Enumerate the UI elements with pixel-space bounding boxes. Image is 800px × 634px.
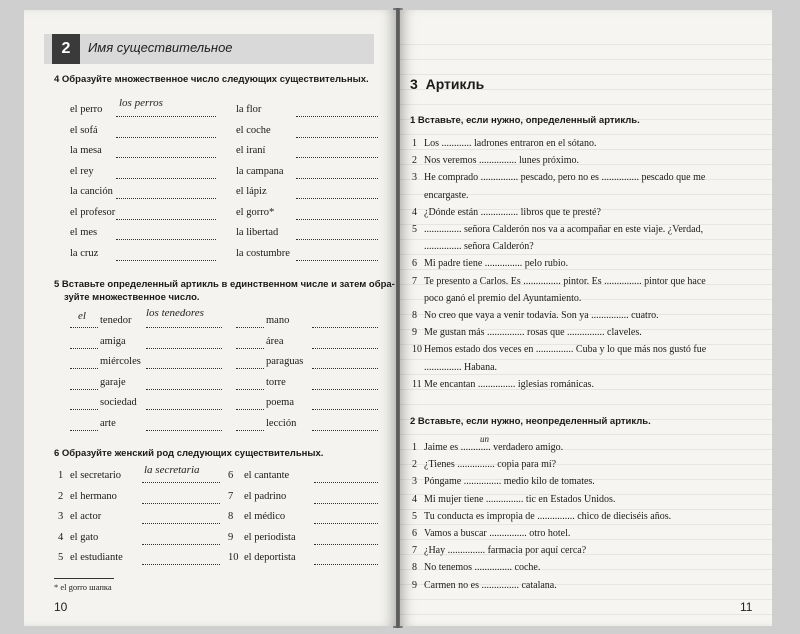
ex2-sentence: ¿Tienes ............... copia para mí? <box>424 459 557 471</box>
chapter-title: Имя существительное <box>88 40 233 55</box>
ex1-sentence: ¿Dónde están ............... libros que te presté? <box>424 206 601 218</box>
page-number-left: 10 <box>54 600 68 614</box>
ex6-blank <box>142 502 220 504</box>
ex6-word: el estudiante <box>70 552 123 563</box>
ex2-handwritten-answer: un <box>480 434 489 444</box>
ex2-item-number: 6 <box>412 528 417 539</box>
ex6-blank <box>314 563 378 565</box>
ex6-word: el actor <box>70 511 102 522</box>
ex6-word: el deportista <box>244 552 296 563</box>
ex5-plural-blank <box>312 408 378 410</box>
ex1-item-number: 10 <box>412 344 422 356</box>
ex5-article-blank <box>236 326 264 328</box>
ex4-word: la canción <box>70 186 113 197</box>
ex1-item-number: 2 <box>412 155 417 167</box>
ex6-item-number: 9 <box>228 531 234 543</box>
ex6-blank <box>314 543 378 545</box>
ex5-word: sociedad <box>100 397 137 408</box>
ex6-item-number: 10 <box>228 552 239 563</box>
ex4-blank <box>296 115 378 117</box>
ex5-article-blank <box>236 408 264 410</box>
ex5-handwritten-article: el <box>78 310 86 322</box>
ex2-sentence: Vamos a buscar ............... otro hotel. <box>424 528 571 539</box>
ex4-word: el lápiz <box>236 186 267 197</box>
ex5-plural-blank <box>146 408 222 410</box>
ex4-blank <box>116 136 216 138</box>
ex5-word: área <box>266 335 284 347</box>
page-number-right: 11 <box>740 600 753 614</box>
ex1-sentence: He comprado ............... pescado, pero no es ............... pescado que me <box>424 172 706 184</box>
ex4-word: la flor <box>236 104 262 115</box>
ex5-word: mano <box>266 315 290 326</box>
ex4-word: el perro <box>70 104 103 115</box>
ex4-word: el rey <box>70 165 94 177</box>
section-name: Артикль <box>425 76 485 92</box>
ex5-word: tenedor <box>100 315 132 326</box>
ex5-plural-blank <box>312 326 378 328</box>
ex4-blank <box>296 238 378 240</box>
footnote-rule <box>54 578 114 579</box>
section-number: 3 <box>410 76 418 92</box>
ex1-sentence: No creo que vaya a venir todavía. Son ya ............... cuatro. <box>424 310 659 321</box>
ex5-article-blank <box>70 408 98 410</box>
ex1-sentence: Te presento a Carlos. Es ............... pintor. Es ............... pintor que hace <box>424 275 706 287</box>
ex4-word: el gorro* <box>236 206 275 218</box>
ex4-blank <box>296 156 378 158</box>
ex1-sentence: ............... señora Calderón? <box>424 241 534 253</box>
right-page <box>400 10 772 626</box>
ex5-word: paraguas <box>266 356 304 367</box>
ex4-blank <box>116 177 216 179</box>
ex4-blank <box>116 218 216 220</box>
ex5-word: torre <box>266 376 286 388</box>
ex2-sentence: Tu conducta es impropia de ............... chico de dieciséis años. <box>424 510 672 522</box>
ex6-word: el médico <box>244 511 286 522</box>
ex5-word: miércoles <box>100 356 141 367</box>
exercise-5-title-line1: 5 Вставьте определенный артикль в единственном числе и затем обра- <box>54 279 395 290</box>
ex5-article-blank <box>70 388 98 390</box>
ex6-item-number: 4 <box>58 531 64 543</box>
ex5-plural-blank <box>312 367 378 369</box>
ex5-handwritten-plural: los tenedores <box>146 307 204 319</box>
ex5-article-blank <box>70 326 98 328</box>
ex6-item-number: 3 <box>58 511 64 522</box>
ex5-plural-blank <box>146 347 222 349</box>
ex1-sentence: ............... señora Calderón nos va a acompañar en este viaje. ¿Verdad, <box>424 224 704 235</box>
ex5-word: garaje <box>100 376 126 388</box>
ex2-item-number: 7 <box>412 545 417 557</box>
ex1-item-number: 4 <box>412 206 417 218</box>
ex2-item-number: 4 <box>412 493 417 505</box>
ex1-item-number: 3 <box>412 172 417 184</box>
ex2-item-number: 9 <box>412 579 417 591</box>
ex4-blank <box>296 177 378 179</box>
ex1-item-number: 6 <box>412 258 417 270</box>
ex1-sentence: Los ............ ladrones entraron en el sótano. <box>424 138 597 149</box>
ex4-word: la mesa <box>70 145 102 156</box>
ex4-blank <box>296 259 378 261</box>
ex4-word: el coche <box>236 124 271 136</box>
ex4-blank <box>296 197 378 199</box>
ex4-word: la cruz <box>70 247 99 259</box>
ex5-word: lección <box>266 417 297 429</box>
section-title <box>410 76 484 92</box>
ex1-sentence: ............... Habana. <box>424 361 498 373</box>
ex1-sentence: encargaste. <box>424 189 469 201</box>
ex4-word: el iraní <box>236 145 266 156</box>
ex4-word: el mes <box>70 227 98 238</box>
exercise-1-title: 1 Вставьте, если нужно, определенный артикль. <box>410 115 640 126</box>
ex5-word: poema <box>266 397 294 408</box>
ex5-article-blank <box>236 347 264 349</box>
ex6-blank <box>142 543 220 545</box>
ex2-item-number: 3 <box>412 476 417 488</box>
ex2-item-number: 8 <box>412 562 417 574</box>
ex5-article-blank <box>70 367 98 369</box>
ex6-blank <box>142 563 220 565</box>
ex4-blank <box>116 115 216 117</box>
ex6-word: el gato <box>70 531 99 543</box>
ex6-handwritten-answer: la secretaria <box>144 464 200 476</box>
ex6-blank <box>314 502 378 504</box>
ex5-article-blank <box>70 347 98 349</box>
ex6-word: el padrino <box>244 490 287 502</box>
ex6-item-number: 5 <box>58 552 64 563</box>
ex5-article-blank <box>236 367 264 369</box>
ex6-item-number: 7 <box>228 490 234 502</box>
ex5-plural-blank <box>146 429 222 431</box>
ex1-sentence: Me encantan ............... iglesias románicas. <box>424 378 594 390</box>
ex2-sentence: No tenemos ............... coche. <box>424 562 541 574</box>
ex4-word: la costumbre <box>236 247 290 259</box>
ex1-sentence: Me gustan más ............... rosas que ............... claveles. <box>424 327 642 339</box>
chapter-header <box>44 34 374 64</box>
left-page <box>24 10 396 626</box>
ex1-sentence: poco ganó el premio del Ayuntamiento. <box>424 292 582 304</box>
ex5-word: amiga <box>100 335 126 347</box>
ex5-article-blank <box>236 388 264 390</box>
ex1-sentence: Hemos estado dos veces en ............... Cuba y lo que más nos gustó fue <box>424 344 707 356</box>
ex4-word: el profesor <box>70 206 116 218</box>
ex2-sentence: ¿Hay ............... farmacia por aquí cerca? <box>424 545 587 557</box>
exercise-2-title: 2 Вставьте, если нужно, неопределенный артикль. <box>410 416 651 427</box>
ex1-item-number: 8 <box>412 310 417 321</box>
ex2-sentence: Mi mujer tiene ............... tic en Estados Unidos. <box>424 493 616 505</box>
ex4-blank <box>116 259 216 261</box>
ex6-word: el periodista <box>244 531 296 543</box>
ex6-word: el hermano <box>70 490 117 502</box>
ex4-word: el sofá <box>70 124 98 136</box>
ex6-word: el secretario <box>70 470 122 481</box>
ex5-article-blank <box>236 429 264 431</box>
ex4-word: la campana <box>236 165 284 177</box>
ex6-blank <box>142 522 220 524</box>
ex1-item-number: 1 <box>412 138 417 149</box>
ex5-plural-blank <box>146 388 222 390</box>
ex6-blank <box>142 481 220 483</box>
ex6-item-number: 6 <box>228 470 234 481</box>
ex2-item-number: 1 <box>412 442 417 453</box>
ex4-blank <box>296 136 378 138</box>
ex4-blank <box>116 156 216 158</box>
ex5-plural-blank <box>312 429 378 431</box>
ex1-item-number: 11 <box>412 378 422 390</box>
ex4-word: la libertad <box>236 227 279 238</box>
ex4-blank <box>116 238 216 240</box>
ex2-item-number: 2 <box>412 459 417 471</box>
exercise-4-title: 4 Образуйте множественное число следующих существительных. <box>54 74 369 85</box>
ex4-handwritten-answer: los perros <box>119 97 163 109</box>
ex5-plural-blank <box>146 326 222 328</box>
ex6-word: el cantante <box>244 470 290 481</box>
ex5-article-blank <box>70 429 98 431</box>
ex1-sentence: Nos veremos ............... lunes próximo. <box>424 155 579 167</box>
footnote: * el gorro шапка <box>54 582 112 592</box>
ex6-blank <box>314 481 378 483</box>
ex4-blank <box>116 197 216 199</box>
ex2-item-number: 5 <box>412 510 417 522</box>
ex6-item-number: 1 <box>58 470 64 481</box>
exercise-6-title: 6 Образуйте женский род следующих существительных. <box>54 448 324 459</box>
ex1-item-number: 7 <box>412 275 417 287</box>
ex2-sentence: Jaime es ............ verdadero amigo. <box>424 442 564 453</box>
chapter-number: 2 <box>52 34 80 64</box>
ex2-sentence: Carmen no es ............... catalana. <box>424 579 557 591</box>
exercise-5-title-line2: зуйте множественное число. <box>64 292 200 303</box>
ex5-plural-blank <box>312 347 378 349</box>
ex5-word: arte <box>100 417 116 429</box>
ex1-item-number: 5 <box>412 224 417 235</box>
ex5-plural-blank <box>146 367 222 369</box>
ex1-item-number: 9 <box>412 327 417 339</box>
ex6-item-number: 8 <box>228 511 234 522</box>
ex6-blank <box>314 522 378 524</box>
ex5-plural-blank <box>312 388 378 390</box>
ex1-sentence: Mi padre tiene ............... pelo rubio. <box>424 258 569 270</box>
ex4-blank <box>296 218 378 220</box>
ex6-item-number: 2 <box>58 490 64 502</box>
ex2-sentence: Póngame ............... medio kilo de tomates. <box>424 476 595 488</box>
